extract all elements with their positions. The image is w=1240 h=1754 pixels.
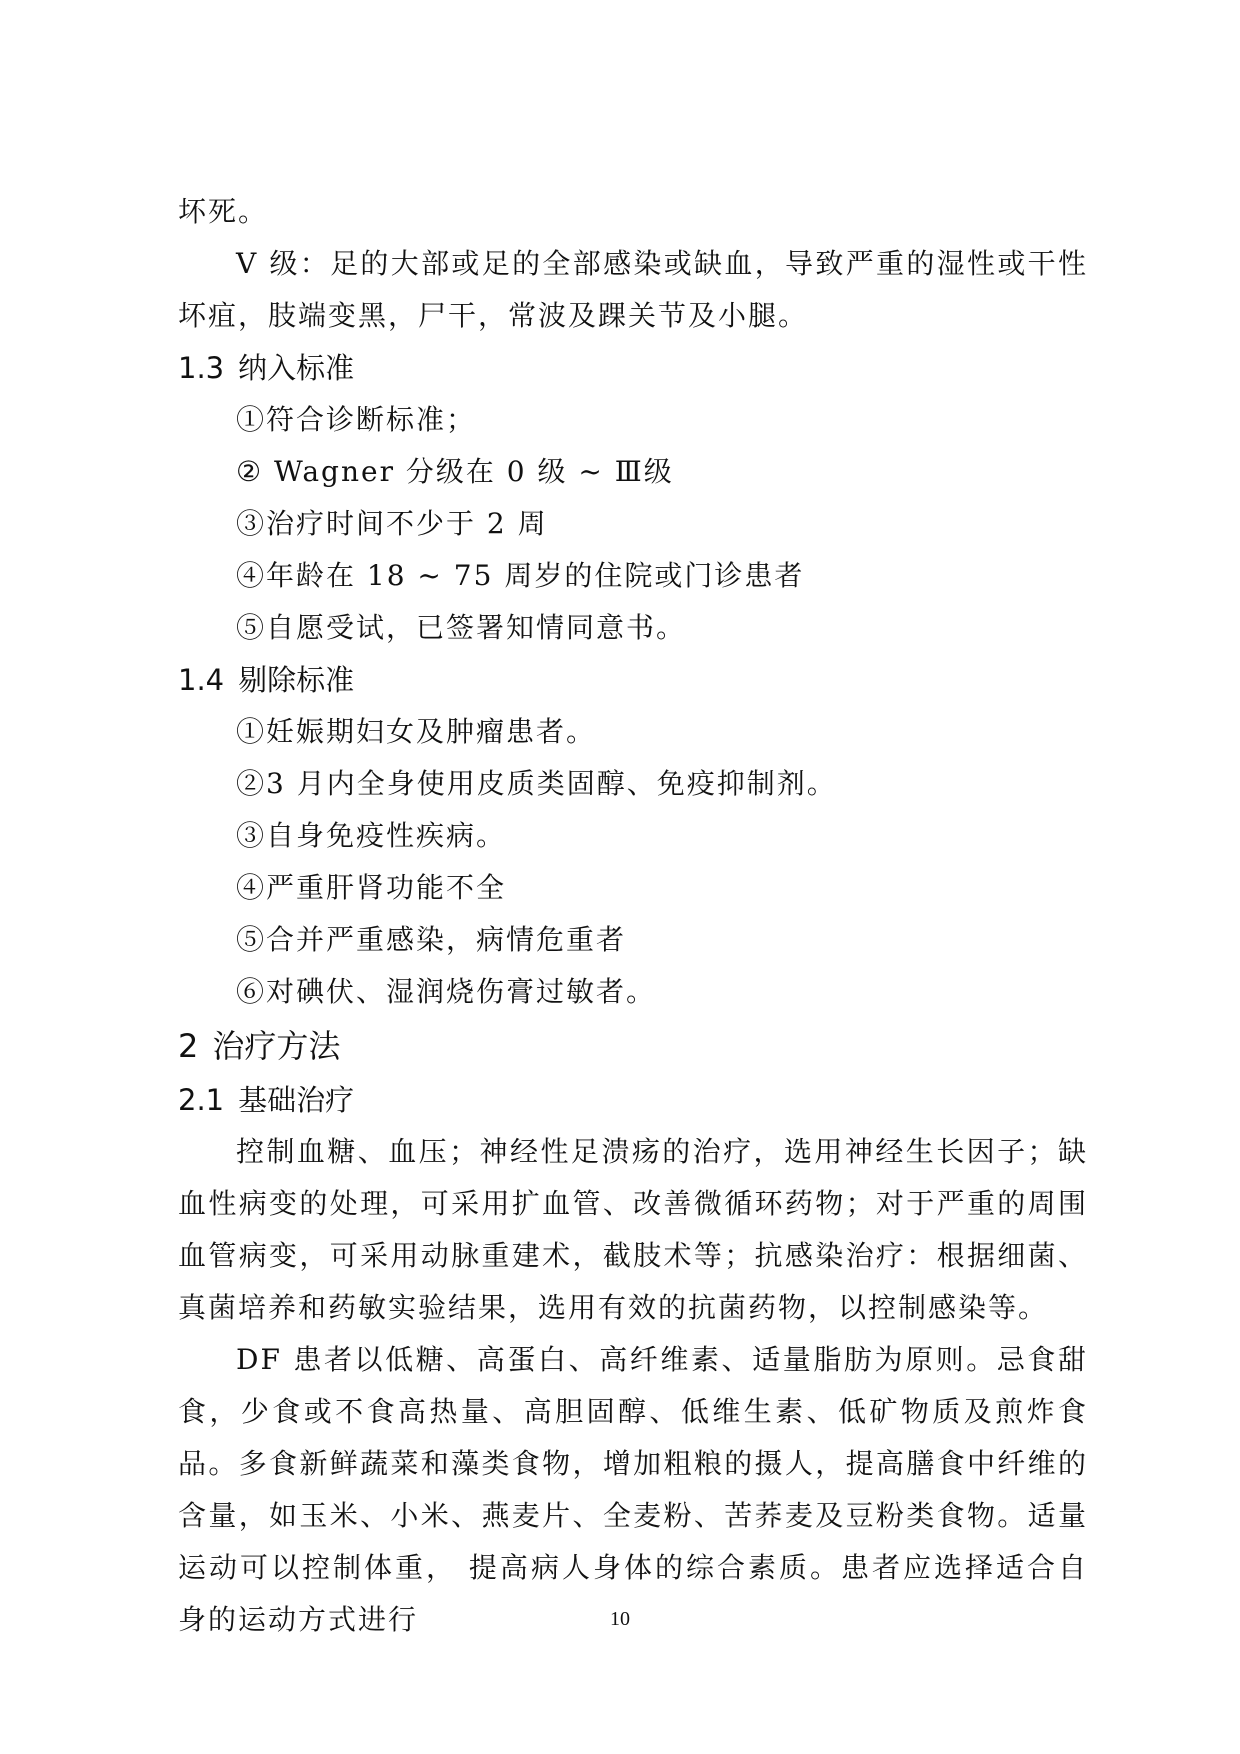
section-number: 2.1: [178, 1083, 225, 1117]
exclusion-item-2: ②3 月内全身使用皮质类固醇、免疫抑制剂。: [236, 767, 837, 800]
paragraph-basic-treatment: 控制血糖、血压；神经性足溃疡的治疗，选用神经生长因子；缺血性病变的处理，可采用扩血管、改善微循环药物；对于严重的周围血管病变，可采用动脉重建术，截肢术等；抗感染治疗：根据细菌、真菌培养和药敏实验结果，选用有效的抗菌药物，以控制感染等。: [178, 1135, 1088, 1324]
section-heading-1-4: [178, 654, 1088, 706]
paragraph-diet-exercise: DF 患者以低糖、高蛋白、高纤维素、适量脂肪为原则。忌食甜食，少食或不食高热量、高胆固醇、低维生素、低矿物质及煎炸食品。多食新鲜蔬菜和藻类食物，增加粗粮的摄人，提高膳食中纤维的含量，如玉米、小米、燕麦片、全麦粉、苦荞麦及豆粉类食物。适量运动可以控制体重， 提高病人身体的综合素质。患者应选择适合自身的运动方式进行: [178, 1343, 1088, 1636]
section-title: 治疗方法: [212, 1027, 341, 1065]
inclusion-item-2: ② Wagner 分级在 0 级 ~ Ⅲ级: [236, 455, 674, 488]
section-heading-2-1: [178, 1074, 1088, 1126]
section-title: 纳入标准: [238, 351, 355, 385]
page-number: 10: [610, 1608, 630, 1630]
section-heading-1-3: [178, 342, 1088, 394]
section-number: 2: [178, 1027, 199, 1065]
section-heading-2: [178, 1018, 1088, 1074]
paragraph-continuation: 坏死。: [178, 195, 269, 228]
exclusion-item-1: ①妊娠期妇女及肿瘤患者。: [236, 715, 597, 748]
exclusion-item-4: ④严重肝肾功能不全: [236, 871, 507, 904]
paragraph-grade-v: V 级：足的大部或足的全部感染或缺血，导致严重的湿性或干性坏疽，肢端变黑，尸干，常波及踝关节及小腿。: [178, 247, 1088, 332]
exclusion-item-6: ⑥对碘伏、湿润烧伤膏过敏者。: [236, 975, 657, 1008]
section-title: 剔除标准: [238, 663, 355, 697]
exclusion-item-3: ③自身免疫性疾病。: [236, 819, 507, 852]
exclusion-item-5: ⑤合并严重感染，病情危重者: [236, 923, 627, 956]
section-number: 1.4: [178, 663, 225, 697]
inclusion-item-5: ⑤自愿受试，已签署知情同意书。: [236, 611, 687, 644]
document-body: [178, 186, 1088, 1646]
section-number: 1.3: [178, 351, 225, 385]
inclusion-item-4: ④年龄在 18 ~ 75 周岁的住院或门诊患者: [236, 559, 805, 592]
inclusion-item-3: ③治疗时间不少于 2 周: [236, 507, 548, 540]
inclusion-item-1: ①符合诊断标准；: [236, 403, 477, 436]
section-title: 基础治疗: [238, 1083, 355, 1117]
